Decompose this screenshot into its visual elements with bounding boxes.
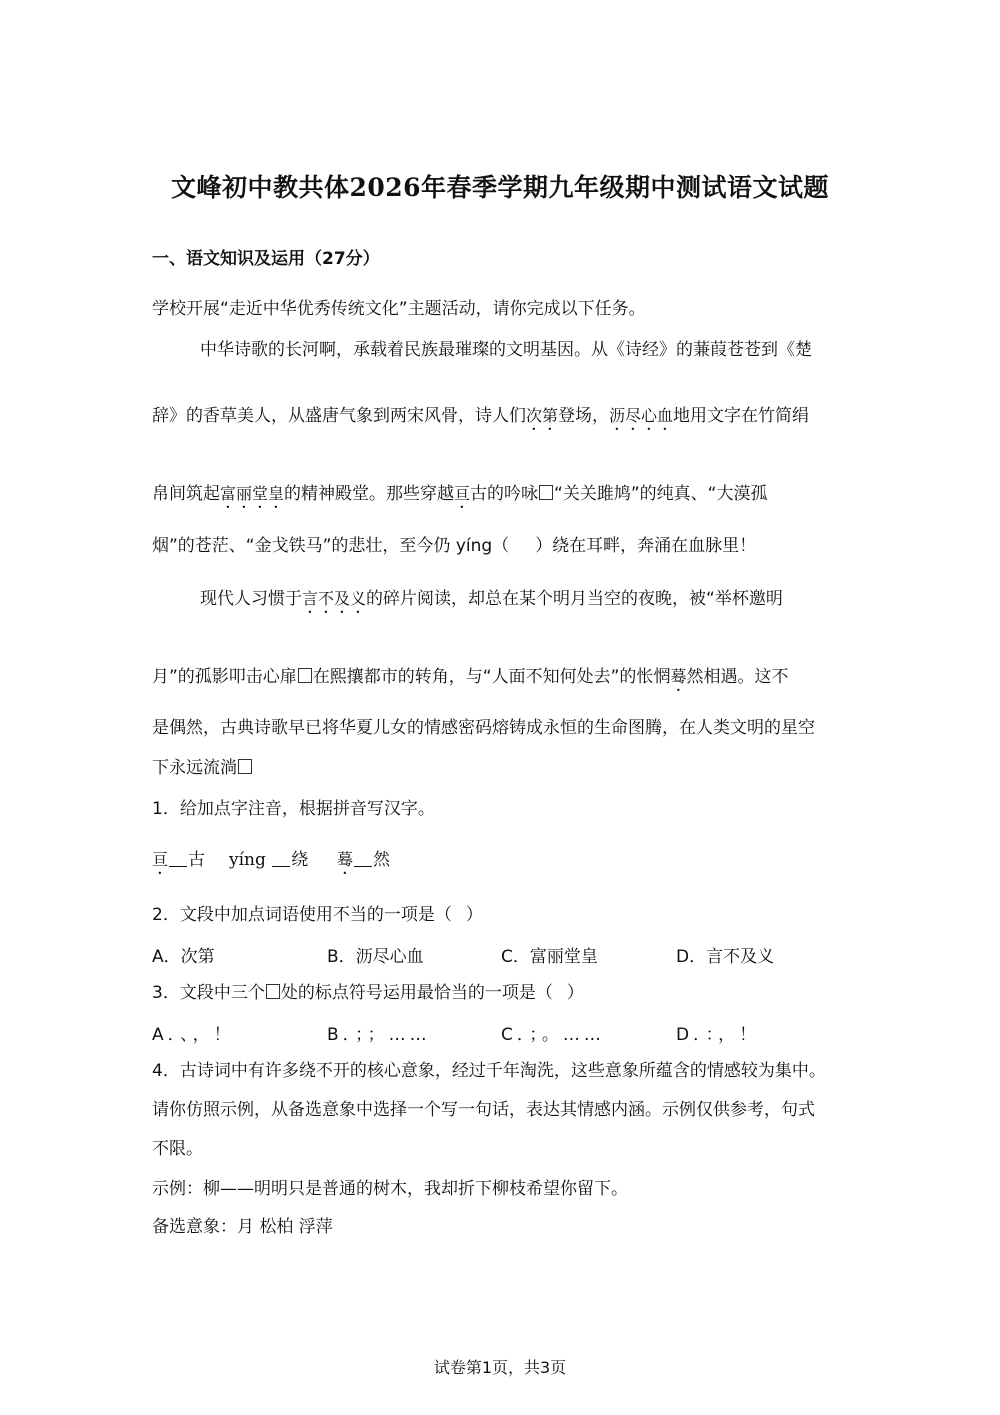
passage-line: 是偶然，古典诗歌早已将华夏儿女的情感密码熔铸成永恒的生命图腾，在人类文明的星空 xyxy=(152,718,815,738)
passage-line xyxy=(152,482,767,512)
dotted-word: 蓦 xyxy=(670,667,687,686)
punctuation-blank-box xyxy=(266,984,280,999)
question-2-option-d[interactable]: D．言不及义 xyxy=(676,947,775,967)
punctuation-blank-box xyxy=(539,485,553,500)
passage-text: 现代人习惯于 xyxy=(200,589,302,609)
passage-text: 月”的孤影叩击心扉 xyxy=(152,667,297,687)
passage-text: 辞》的香草美人，从盛唐气象到两宋风骨，诗人们 xyxy=(152,406,526,426)
question-3-option-a[interactable]: A．、，！ xyxy=(152,1025,235,1045)
passage-text: 下永远流淌 xyxy=(152,758,237,778)
passage-line: 中华诗歌的长河啊，承载着民族最璀璨的文明基因。从《诗经》的蒹葭苍苍到《楚 xyxy=(200,340,812,360)
passage-line xyxy=(152,534,756,558)
dotted-word: 沥尽心血 xyxy=(609,406,674,425)
passage-text: 古的吟咏 xyxy=(470,484,539,504)
dotted-word: 蓦 xyxy=(337,850,354,869)
passage-text: 烟”的苍茫、“金戈铁马”的悲壮，至今仍 yíng（ xyxy=(152,536,510,556)
question-4-example: 示例：柳——明明只是普通的树木，我却折下柳枝希望你留下。 xyxy=(152,1179,628,1199)
answer-blank[interactable] xyxy=(169,852,187,867)
punctuation-blank-box xyxy=(238,759,252,774)
question-1-item-3 xyxy=(337,848,390,878)
passage-line xyxy=(200,587,783,617)
punctuation-blank-box xyxy=(298,668,312,683)
question-2-option-b[interactable]: B．沥尽心血 xyxy=(327,947,424,967)
passage-text: 登场， xyxy=(558,406,610,426)
stem-text: 处的标点符号运用最恰当的一项是（ xyxy=(280,983,553,1003)
question-4-line: 不限。 xyxy=(152,1139,203,1159)
item-text: 古 xyxy=(188,850,206,870)
page-title: 文峰初中教共体2026年春季学期九年级期中测试语文试题 xyxy=(170,173,830,202)
question-3-option-b[interactable]: B．；；…… xyxy=(327,1025,431,1045)
question-3-option-c[interactable]: C．；。…… xyxy=(501,1025,605,1045)
stem-text: ） xyxy=(566,983,584,1003)
passage-text: 的精神殿堂。那些穿越 xyxy=(284,484,455,504)
question-1-items xyxy=(152,848,205,878)
passage-text: 地用文字在竹简绢 xyxy=(673,406,810,426)
passage-text: 的碎片阅读，却总在某个明月当空的夜晚，被“举杯邀明 xyxy=(366,589,783,609)
question-1-item-2 xyxy=(229,848,308,872)
passage-line xyxy=(152,756,253,780)
question-4-choices: 备选意象：月 松柏 浮萍 xyxy=(152,1217,333,1237)
answer-blank[interactable] xyxy=(354,852,372,867)
passage-text: 在熙攘都市的转角，与“人面不知何处去”的怅惘 xyxy=(312,667,671,687)
stem-text: 2．文段中加点词语使用不当的一项是（ xyxy=(152,905,452,925)
stem-text: 3．文段中三个 xyxy=(152,983,265,1003)
item-text: 然 xyxy=(373,850,391,870)
passage-line xyxy=(152,665,788,695)
page-footer: 试卷第1页，共3页 xyxy=(433,1358,567,1377)
dotted-word: 富丽堂皇 xyxy=(220,484,285,503)
passage-text: “关关雎鸠”的纯真、“大漠孤 xyxy=(554,484,768,504)
question-4-line: 4．古诗词中有许多绕不开的核心意象，经过千年淘洗，这些意象所蕴含的情感较为集中。 xyxy=(152,1061,826,1081)
question-2-stem xyxy=(152,903,483,927)
passage-text: ）绕在耳畔，奔涌在血脉里！ xyxy=(535,536,757,556)
passage-text: 然相遇。这不 xyxy=(686,667,789,687)
question-3-option-d[interactable]: D．：，！ xyxy=(676,1025,761,1045)
dotted-word: 亘 xyxy=(152,850,169,869)
section-heading: 一、语文知识及运用（27分） xyxy=(152,249,380,269)
answer-blank[interactable] xyxy=(272,852,290,867)
pinyin-text: yíng xyxy=(229,850,266,870)
question-1-stem: 1．给加点字注音，根据拼音写汉字。 xyxy=(152,799,435,819)
item-text: 绕 xyxy=(291,850,309,870)
stem-text: ） xyxy=(465,905,483,925)
passage-line xyxy=(152,404,809,434)
dotted-word: 亘 xyxy=(454,484,471,503)
intro-text: 学校开展“走近中华优秀传统文化”主题活动，请你完成以下任务。 xyxy=(152,299,646,319)
question-4-line: 请你仿照示例，从备选意象中选择一个写一句话，表达其情感内涵。示例仅供参考，句式 xyxy=(152,1100,815,1120)
passage-text: 帛间筑起 xyxy=(152,484,220,504)
question-2-option-a[interactable]: A．次第 xyxy=(152,947,215,967)
question-2-option-c[interactable]: C．富丽堂皇 xyxy=(501,947,598,967)
dotted-word: 言不及义 xyxy=(302,589,367,608)
dotted-word: 次第 xyxy=(526,406,559,425)
question-3-stem xyxy=(152,981,584,1005)
